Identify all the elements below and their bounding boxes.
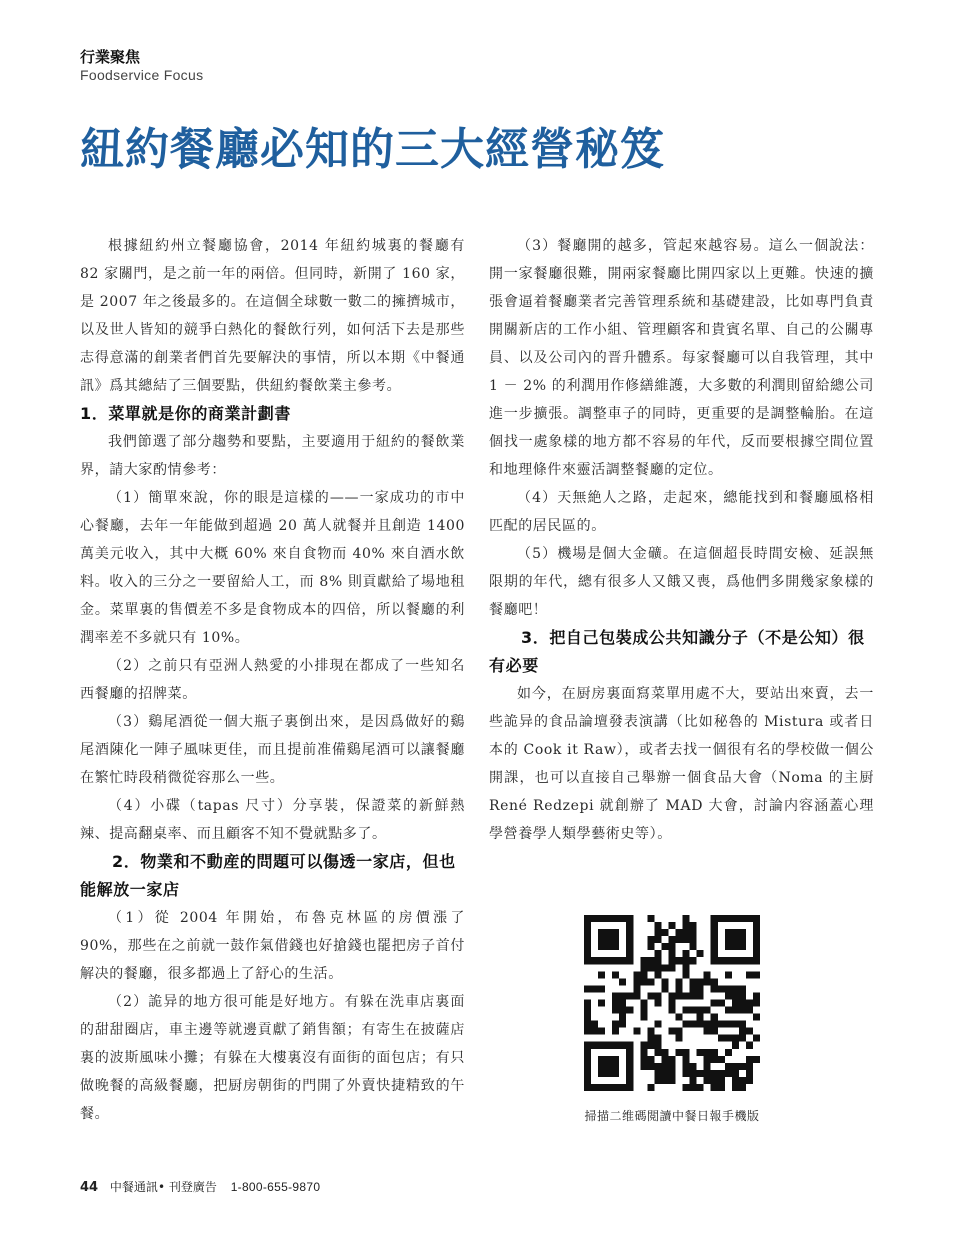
paragraph: （3）餐廳開的越多，管起來越容易。這么一個說法：開一家餐廳很難，開兩家餐廳比開四家以上更難。快速的擴張會逼着餐廳業者完善管理系統和基礎建設，比如專門負責開關新店的工作小組、管理顧客和貴賓名單、自己的公關專員、以及公司內的晋升體系。每家餐廳可以自我管理，其中 1 － 2% 的利潤用作修繕維護，大多數的利潤則留給總公司進一步擴張。調整車子的同時，更重要的是調整輪胎。在這個找一處象樣的地方都不容易的年代，反而要根據空間位置和地理條件來靈活調整餐廳的定位。 [489, 238, 874, 478]
footer-ad-label: 刊登廣告 [168, 1180, 217, 1194]
footer-publication: 中餐通訊 [109, 1180, 158, 1194]
section-name-chinese: 行業聚焦 [80, 48, 141, 66]
article-title: 紐約餐廳必知的三大經營秘笈 [80, 124, 665, 175]
section-tag [80, 48, 203, 84]
qr-code-image [584, 915, 760, 1091]
paragraph: （1）簡單來說，你的眼是這樣的——一家成功的市中心餐廳，去年一年能做到超過 20 萬人就餐并且創造 1400 萬美元收入，其中大概 60% 來自食物而 40% 來自酒水飲料。收入的三分之一要留給人工，而 8% 則貢獻給了場地租金。菜單裏的售價差不多是食物成本的四倍，所以餐廳的利潤率差不多就只有 10%。 [80, 490, 465, 646]
paragraph: （5）機場是個大金礦。在這個超長時間安檢、延誤無限期的年代，總有很多人又餓又喪，爲他們多開幾家象樣的餐廳吧！ [489, 546, 874, 618]
paragraph: 我們節選了部分趨勢和要點，主要適用于紐約的餐飲業界，請大家酌情參考： [80, 434, 465, 478]
footer-phone: 1-800-655-9870 [230, 1180, 321, 1194]
paragraph: （3）鷄尾酒從一個大瓶子裏倒出來，是因爲做好的鷄尾酒陳化一陣子風味更佳，而且提前准備鷄尾酒可以讓餐廳在繁忙時段稍微從容那么一些。 [80, 714, 465, 786]
paragraph: 如今，在厨房裏面寫菜單用處不大，要站出來賣，去一些詭异的食品論壇發表演講（比如秘魯的 Mistura 或者日本的 Cook it Raw），或者去找一個很有名的學校做一個公開課，也可以直接自己舉辦一個食品大會（Noma 的主厨 René Redzepi 就創辦了 MAD 大會，討論内容涵蓋心理學營養學人類學藝術史等）。 [489, 686, 874, 842]
page-footer [80, 1178, 320, 1195]
qr-code-block [584, 915, 760, 1124]
section-heading: 2．物業和不動産的問題可以傷透一家店，但也能解放一家店 [80, 852, 456, 899]
paragraph: 根據紐約州立餐廳協會，2014 年紐約城裏的餐廳有 82 家關門，是之前一年的兩倍。但同時，新開了 160 家，是 2007 年之後最多的。在這個全球數一數二的擁擠城市，以及世人皆知的競爭白熱化的餐飲行列，如何活下去是那些志得意滿的創業者們首先要解決的事情，所以本期《中餐通訊》爲其總結了三個要點，供紐約餐飲業主參考。 [80, 238, 465, 394]
paragraph: （1）從 2004 年開始，布魯克林區的房價漲了 90%，那些在之前就一鼓作氣借錢也好搶錢也罷把房子首付解决的餐廳，很多都過上了舒心的生活。 [80, 910, 465, 982]
footer-separator: • [157, 1180, 166, 1194]
paragraph: （4）天無絶人之路，走起來，總能找到和餐廳風格相匹配的居民區的。 [489, 490, 874, 534]
section-heading: 3．把自己包裝成公共知識分子（不是公知）很有必要 [489, 628, 865, 675]
page-number: 44 [80, 1180, 99, 1195]
qr-caption: 掃描二维碼閲讀中餐日報手機版 [584, 1109, 760, 1123]
right-column [489, 232, 874, 848]
left-column [80, 232, 465, 1128]
section-heading: 1．菜單就是你的商業計劃書 [80, 404, 291, 423]
section-name-english: Foodservice Focus [80, 67, 204, 83]
paragraph: （2）之前只有亞洲人熱愛的小排現在都成了一些知名西餐廳的招牌菜。 [80, 658, 465, 702]
paragraph: （2）詭异的地方很可能是好地方。有躲在洗車店裏面的甜甜圈店，車主邊等就邊貢獻了銷售額；有寄生在披薩店裏的波斯風味小攤；有躲在大樓裏沒有面街的面包店；有只做晚餐的高級餐廳，把厨房朝街的門開了外賣快捷精致的午餐。 [80, 994, 465, 1122]
paragraph: （4）小碟（tapas 尺寸）分享裝，保證菜的新鮮熱辣、提高翻桌率、而且顧客不知不覺就點多了。 [80, 798, 465, 842]
